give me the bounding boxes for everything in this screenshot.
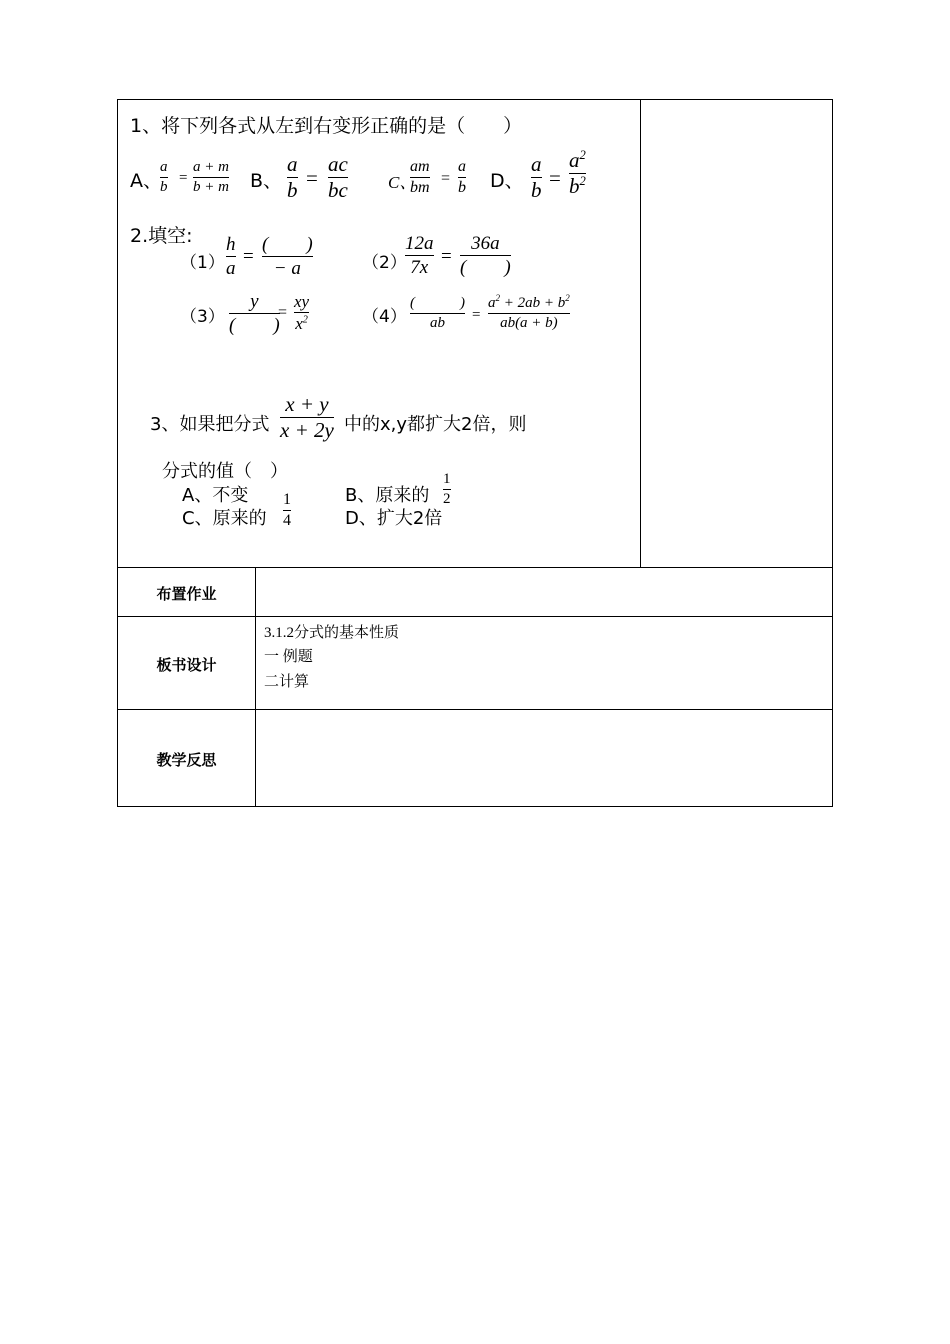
board-line-3: 二计算	[264, 674, 310, 690]
q2-part3-label: （3）	[180, 307, 225, 327]
row-divider-1	[117, 567, 833, 568]
label-column-divider	[255, 567, 256, 807]
q2-part4-equals: =	[472, 307, 481, 323]
teaching-reflection-label: 教学反思	[156, 751, 217, 769]
table-border-right	[832, 99, 833, 807]
q2-part4-rhs: $a^2 + 2ab + b^2$ ab(a + b)	[488, 293, 570, 331]
q1-option-d-label: D、	[490, 170, 524, 192]
q2-part2-label: （2）	[362, 253, 407, 273]
q1-option-c-lhs: am bm	[410, 158, 430, 196]
q3-stem-line2: 分式的值（ ）	[162, 461, 288, 482]
q2-stem: 2.填空:	[130, 225, 193, 247]
q3-option-c: C、原来的	[182, 508, 267, 529]
q2-part3-equals: =	[278, 304, 288, 321]
row-divider-2	[117, 616, 833, 617]
board-line-1: 3.1.2分式的基本性质	[264, 625, 400, 641]
q3-stem-before: 3、如果把分式	[150, 414, 270, 435]
q3-option-b: B、原来的	[345, 485, 430, 506]
q2-part2-rhs: 36a ( )	[460, 233, 511, 278]
top-cell-divider	[640, 99, 641, 567]
q1-option-a-rhs: a + m b + m	[193, 159, 229, 195]
q1-option-c-equals: =	[441, 170, 451, 187]
q3-stem-after: 中的x,y都扩大2倍，则	[344, 414, 527, 435]
q1-option-d-rhs: $a^2$ $b^2$	[569, 148, 586, 198]
q1-stem: 1、将下列各式从左到右变形正确的是（ ）	[130, 115, 523, 137]
q1-option-b-label: B、	[250, 170, 283, 192]
q3-fraction: x + y x + 2y	[280, 392, 334, 442]
q2-part4-lhs: ( ) ab	[410, 295, 465, 331]
q2-part1-label: （1）	[180, 253, 225, 273]
table-border-left	[117, 99, 118, 807]
board-design-label: 板书设计	[156, 656, 217, 674]
q2-part4-label: （4）	[362, 307, 407, 327]
table-border-bottom	[117, 806, 833, 807]
q1-option-d-lhs: a b	[531, 152, 542, 202]
row-divider-3	[117, 709, 833, 710]
q1-option-d-equals: =	[549, 166, 561, 190]
q2-part2-lhs: 12a 7x	[405, 233, 434, 278]
q1-option-b-rhs: ac bc	[328, 152, 348, 202]
q1-option-b-lhs: a b	[287, 152, 298, 202]
q2-part1-rhs: ( ) − a	[262, 234, 313, 279]
q1-option-b-equals: =	[306, 166, 318, 190]
board-line-2: 一 例题	[264, 649, 313, 665]
q2-part1-equals: =	[243, 246, 254, 267]
q1-option-a-label: A、	[130, 170, 162, 192]
q1-option-c-label: C、	[388, 173, 417, 192]
q3-option-a: A、不变	[182, 485, 249, 506]
q3-option-b-fraction: 1 2	[443, 471, 451, 507]
q1-option-c-rhs: a b	[458, 158, 466, 196]
q1-option-a-equals: =	[179, 170, 188, 186]
homework-label: 布置作业	[156, 585, 217, 603]
q2-part2-equals: =	[441, 246, 452, 267]
q2-part3-lhs: y ( )	[229, 291, 280, 336]
q3-option-d: D、扩大2倍	[345, 508, 443, 529]
q2-part1-lhs: h a	[226, 234, 236, 279]
q2-part3-rhs: xy $x^2$	[294, 292, 310, 333]
q1-option-a-lhs: a b	[160, 159, 168, 195]
q3-option-c-fraction: 1 4	[283, 491, 291, 529]
table-border-top	[117, 99, 833, 100]
